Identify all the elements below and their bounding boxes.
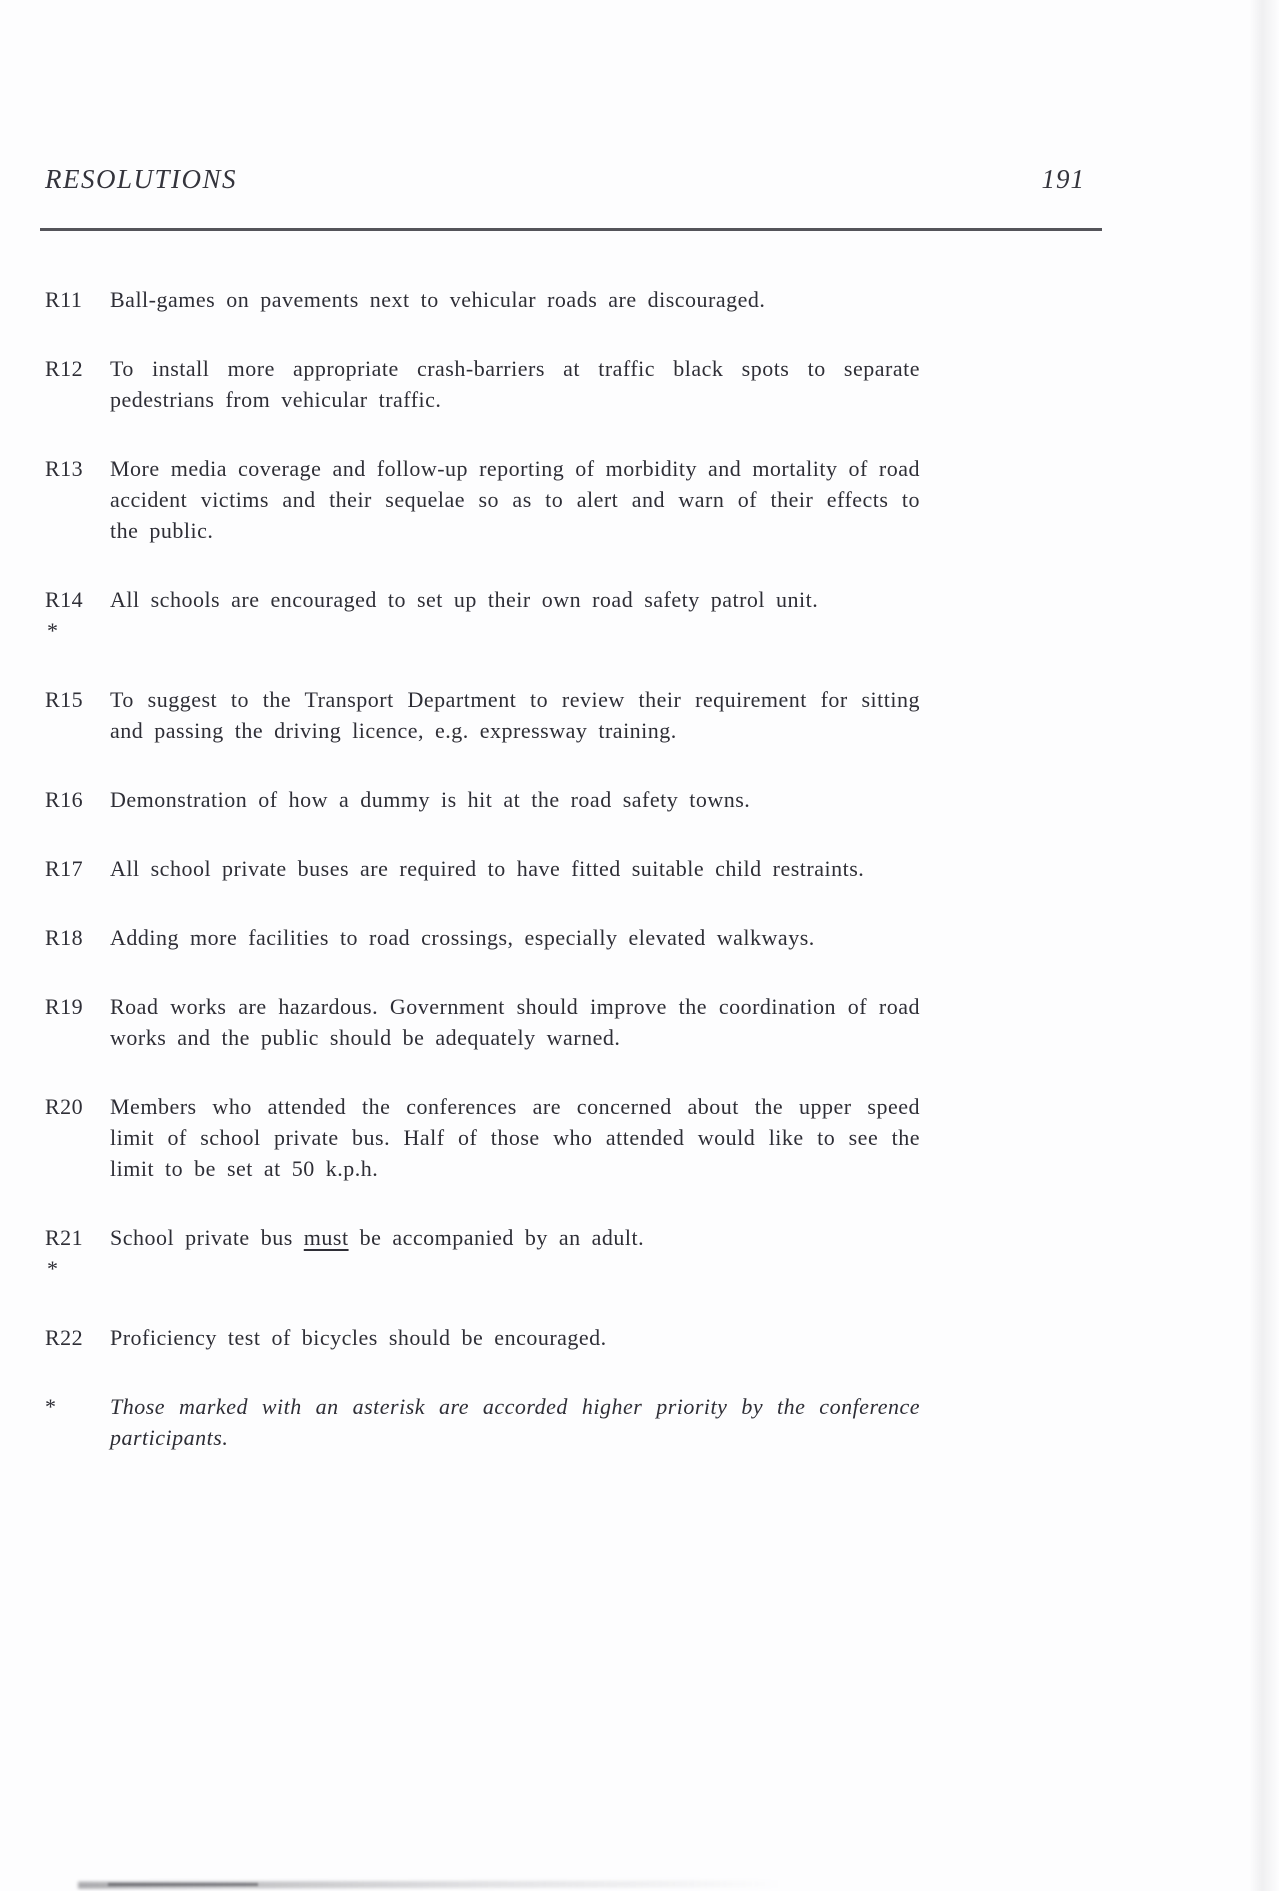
resolution-item-r17 <box>45 853 920 884</box>
resolution-text: Adding more facilities to road crossings, especially elevated walkways. <box>110 925 815 950</box>
resolution-text: Members who attended the conferences are concerned about the upper speed limit of school private bus. Half of those who attended would like to see the limit to be set at 50 k.p.h. <box>110 1094 920 1181</box>
footnote <box>45 1391 920 1453</box>
resolution-text: To suggest to the Transport Department to review their requirement for sitting and passing the driving licence, e.g. expressway training. <box>110 687 920 743</box>
resolution-item-r20 <box>45 1091 920 1184</box>
resolution-number: R11 <box>45 287 83 312</box>
resolution-text: Demonstration of how a dummy is hit at the road safety towns. <box>110 787 751 812</box>
running-header <box>45 163 1085 195</box>
resolution-item-r13 <box>45 453 920 546</box>
resolution-text: Proficiency test of bicycles should be encouraged. <box>110 1325 607 1350</box>
resolution-text: All schools are encouraged to set up their own road safety patrol unit. <box>110 587 819 612</box>
resolution-text: To install more appropriate crash-barriers at traffic black spots to separate pedestrians from vehicular traffic. <box>110 356 920 412</box>
resolution-number: R20 <box>45 1094 84 1119</box>
footnote-asterisk: * <box>45 1394 57 1419</box>
resolution-text: More media coverage and follow-up reporting of morbidity and mortality of road accident victims and their sequelae so as to alert and warn of their effects to the public. <box>110 456 920 543</box>
resolution-text: Ball-games on pavements next to vehicular roads are discouraged. <box>110 287 766 312</box>
scan-edge-shadow-bottom-dark <box>108 1883 258 1886</box>
resolution-number: R15 <box>45 687 84 712</box>
resolution-number: R22 <box>45 1325 84 1350</box>
page-title: RESOLUTIONS <box>45 164 238 194</box>
resolution-number: R21 <box>45 1225 84 1250</box>
priority-asterisk: * <box>47 618 59 643</box>
resolution-item-r11 <box>45 284 920 315</box>
resolution-text: Road works are hazardous. Government should improve the coordination of road works and the public should be adequately warned. <box>110 994 920 1050</box>
resolution-item-r19 <box>45 991 920 1053</box>
resolution-text <box>110 1222 920 1284</box>
resolutions-list <box>45 284 920 1491</box>
resolution-text-segment: be accompanied by an adult. <box>348 1225 645 1250</box>
resolution-item-r12 <box>45 353 920 415</box>
resolution-item-r15 <box>45 684 920 746</box>
resolution-text: All school private buses are required to have fitted suitable child restraints. <box>110 856 865 881</box>
resolution-number: R12 <box>45 356 84 381</box>
resolution-item-r16 <box>45 784 920 815</box>
resolution-number: R17 <box>45 856 84 881</box>
resolution-text-segment: School private bus <box>110 1225 304 1250</box>
resolution-number: R19 <box>45 994 84 1019</box>
header-rule <box>40 228 1102 231</box>
underlined-word: must <box>303 1225 349 1250</box>
resolution-number: R18 <box>45 925 84 950</box>
resolution-number: R16 <box>45 787 84 812</box>
resolution-item-r22 <box>45 1322 920 1353</box>
resolution-item-r18 <box>45 922 920 953</box>
resolution-number: R14 <box>45 587 84 612</box>
scan-edge-shadow-right <box>1249 0 1279 1891</box>
page-number: 191 <box>1041 164 1085 194</box>
priority-asterisk: * <box>47 1256 59 1281</box>
resolution-item-r14 <box>45 584 920 646</box>
footnote-text: Those marked with an asterisk are accorded higher priority by the conference participants. <box>110 1394 920 1450</box>
resolution-number: R13 <box>45 456 84 481</box>
resolution-item-r21 <box>45 1222 920 1284</box>
